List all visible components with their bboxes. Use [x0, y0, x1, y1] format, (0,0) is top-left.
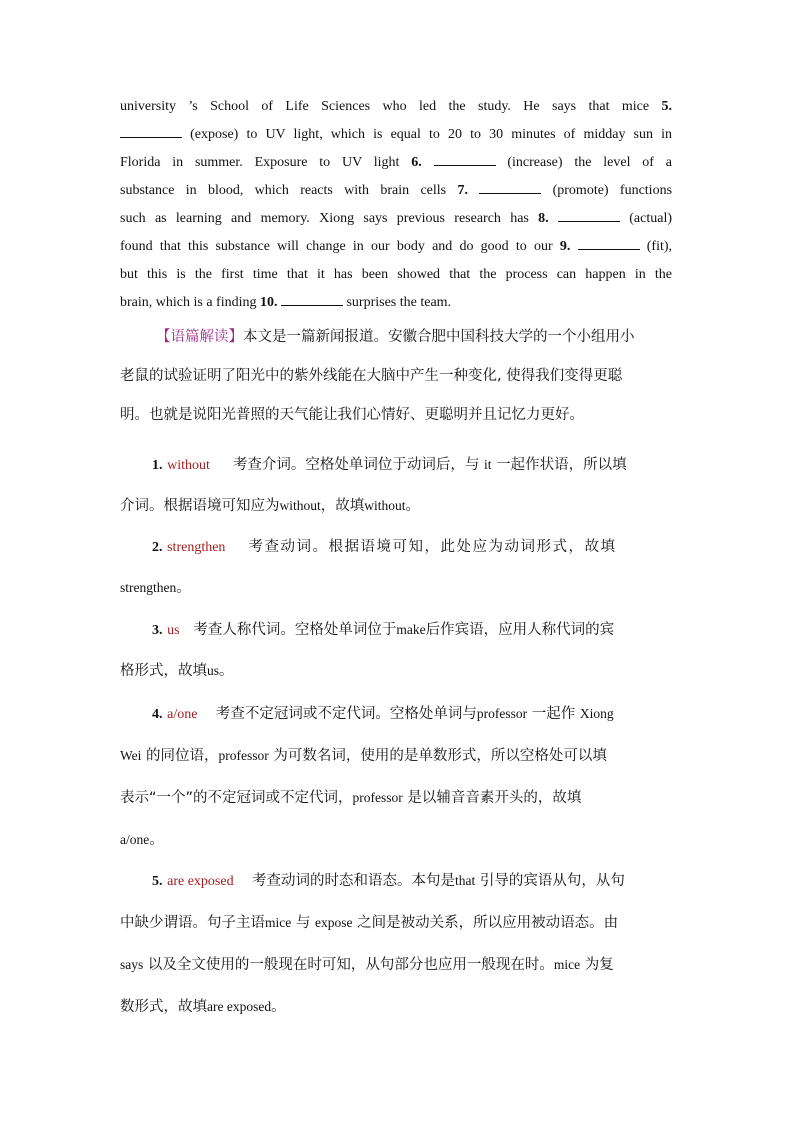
- answer-text: a/one: [167, 707, 198, 722]
- analysis-line: 老鼠的试验证明了阳光中的紫外线能在大脑中产生一种变化, 使得我们变得更聪: [120, 368, 623, 384]
- answer-text: are exposed: [167, 874, 234, 889]
- passage-line: (expose) to UV light, which is equal to 20 to 30 minutes of midday sun in: [120, 121, 672, 149]
- answer-item-4: 4. a/one 考查不定冠词或不定代词。空格处单词与professor 一起作 Xiong Wei 的同位语，professor 为可数名词，使用的是单数形式，所以空格处可以填 表示“一个”的不定冠词或不定代词，professor 是以辅音音素开头的，故填 a/one。: [120, 706, 614, 848]
- analysis-tag: 【语篇解读】: [156, 329, 243, 345]
- passage-line: but this is the first time that it has been showed that the process can happen in the: [120, 267, 672, 282]
- answer-blank: [558, 209, 620, 222]
- passage-line: university ’s School of Life Sciences who led the study. He says that mice 5.: [120, 99, 673, 114]
- passage-line: substance in blood, which reacts with brain cells 7. (promote) functions: [120, 183, 673, 198]
- answer-item-5: 5. are exposed 考查动词的时态和语态。本句是that 引导的宾语从句，从句 中缺少谓语。句子主语mice 与 expose 之间是被动关系，所以应用被动语态。由 says 以及全文使用的一般现在时可知，从句部分也应用一般现在时。mice 为复 数形式，故填are exposed。: [120, 873, 625, 1015]
- answer-item-1: 1. without 考查介词。空格处单词位于动词后，与 it 一起作状语，所以填 介词。根据语境可知应为without，故填without。: [120, 457, 627, 514]
- answer-text: strengthen: [167, 540, 226, 555]
- answer-blank: [578, 237, 640, 250]
- passage-line: found that this substance will change in our body and do good to our 9. (fit),: [120, 239, 673, 254]
- passage-line: such as learning and memory. Xiong says previous research has 8. (actual): [120, 211, 673, 226]
- passage-line: Florida in summer. Exposure to UV light 6. (increase) the level of a: [120, 155, 672, 170]
- analysis-line: 明。也就是说阳光普照的天气能让我们心情好、更聪明并且记忆力更好。: [120, 407, 584, 423]
- answer-blank: [120, 125, 182, 138]
- answer-blank: [281, 293, 343, 306]
- answer-item-2: 2. strengthen 考查动词。根据语境可知，此处应为动词形式，故填 strengthen。: [120, 539, 617, 596]
- answer-blank: [479, 181, 541, 194]
- analysis-line: 【语篇解读】本文是一篇新闻报道。安徽合肥中国科技大学的一个小组用小: [156, 329, 635, 345]
- passage: [120, 93, 672, 317]
- passage-line: brain, which is a finding 10. surprises the team.: [120, 295, 452, 310]
- passage-analysis: [120, 318, 672, 435]
- answer-blank: [434, 153, 496, 166]
- answer-text: us: [167, 623, 180, 638]
- blank-number: 5.: [661, 99, 673, 114]
- answer-text: without: [167, 458, 210, 473]
- answer-item-3: 3. us 考查人称代词。空格处单词位于make后作宾语，应用人称代词的宾 格形式，故填us。: [120, 622, 615, 679]
